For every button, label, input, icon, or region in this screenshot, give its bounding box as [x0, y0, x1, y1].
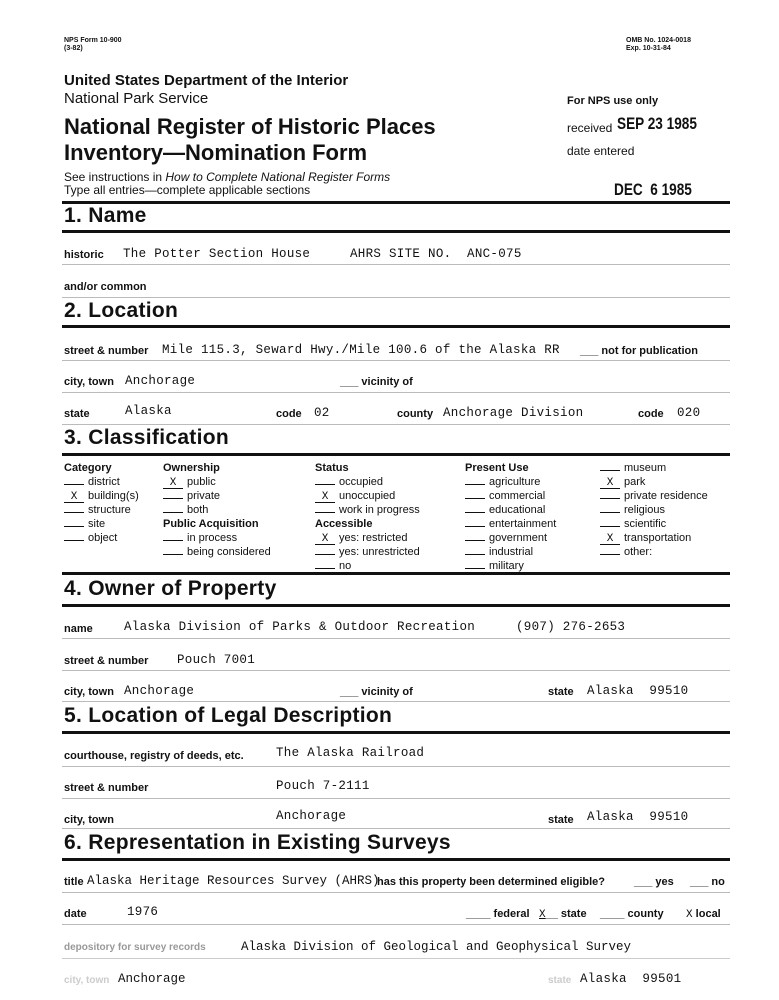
street-label: street & number	[64, 345, 149, 357]
checkbox-option[interactable]	[64, 531, 139, 545]
checkbox-mark[interactable]	[465, 540, 485, 541]
owner-name-field[interactable]: Alaska Division of Parks & Outdoor Recreation	[124, 620, 476, 634]
owner-state-field[interactable]: Alaska 99510	[587, 684, 689, 698]
checkbox-mark[interactable]	[465, 554, 485, 555]
checkbox-mark[interactable]	[600, 526, 620, 527]
checkbox-label: object	[88, 532, 118, 544]
checkbox-mark[interactable]	[315, 554, 335, 555]
checkbox-label: public	[187, 476, 216, 488]
checkbox-option[interactable]	[600, 475, 708, 489]
state-code-field[interactable]: 02	[314, 406, 330, 420]
checkbox-option[interactable]	[465, 517, 556, 531]
checkbox-mark[interactable]	[465, 484, 485, 485]
level-federal[interactable]: ____ federal	[466, 908, 530, 920]
owner-street-field[interactable]: Pouch 7001	[177, 653, 256, 667]
checkbox-label: government	[489, 532, 548, 544]
checkbox-option[interactable]	[465, 559, 556, 573]
checkbox-label: educational	[489, 504, 546, 516]
street-field[interactable]: Mile 115.3, Seward Hwy./Mile 100.6 of the Alaska RR	[162, 343, 560, 357]
checkbox-label: site	[88, 518, 106, 530]
checkbox-label: private residence	[624, 490, 708, 502]
checkbox-label: museum	[624, 462, 667, 474]
section-2-heading: 2. Location	[64, 299, 179, 322]
checkbox-label: being considered	[187, 546, 271, 558]
county-label: county	[397, 408, 434, 420]
form-number: NPS Form 10-900 (3-82)	[64, 37, 122, 52]
checkbox-label: both	[187, 504, 209, 516]
code-label: code	[276, 408, 302, 420]
ahrs-site-number: AHRS SITE NO. ANC-075	[350, 247, 522, 261]
checkbox-mark[interactable]	[315, 484, 335, 485]
owner-street-label: street & number	[64, 655, 149, 667]
checkbox-mark[interactable]	[315, 568, 335, 569]
checkbox-option[interactable]	[465, 503, 556, 517]
checkbox-label: scientific	[624, 518, 667, 530]
classification-group-heading: Present Use	[465, 462, 529, 474]
checkbox-mark[interactable]	[600, 470, 620, 471]
checkbox-mark[interactable]	[600, 554, 620, 555]
courthouse-field[interactable]: The Alaska Railroad	[276, 746, 425, 760]
omb-number: OMB No. 1024-0018 Exp. 10-31-84	[626, 37, 691, 52]
checkbox-option[interactable]	[600, 545, 708, 559]
level-county[interactable]: ____ county	[600, 908, 664, 920]
classification-group-heading: Category	[64, 462, 112, 474]
survey-date-field[interactable]: 1976	[127, 905, 159, 919]
historic-label: historic	[64, 249, 104, 261]
checkbox-label: agriculture	[489, 476, 541, 488]
classification-group-heading: Public Acquisition	[163, 518, 259, 530]
checkbox-label: yes: restricted	[339, 532, 408, 544]
survey-city-field[interactable]: Anchorage	[118, 972, 186, 986]
survey-city-label: city, town	[64, 975, 110, 986]
survey-state-label: state	[548, 975, 572, 986]
county-code-field[interactable]: 020	[677, 406, 701, 420]
checkbox-mark[interactable]: X	[600, 534, 620, 545]
classification-column	[600, 461, 708, 559]
checkbox-label: military	[489, 560, 524, 572]
section-6-heading: 6. Representation in Existing Surveys	[64, 831, 451, 854]
checkbox-option[interactable]	[315, 475, 420, 489]
vicinity: ___ vicinity of	[340, 376, 413, 388]
checkbox-mark[interactable]	[64, 540, 84, 541]
checkbox-mark[interactable]: X	[64, 492, 84, 503]
department: United States Department of the Interior	[64, 72, 349, 89]
classification-column	[163, 461, 271, 559]
classification-column	[465, 461, 556, 573]
classification-group-heading: Ownership	[163, 462, 220, 474]
instructions: See instructions in How to Complete National Register Forms	[64, 170, 391, 184]
survey-title-field[interactable]: Alaska Heritage Resources Survey (AHRS)	[87, 874, 380, 888]
section-4-heading: 4. Owner of Property	[64, 577, 277, 600]
survey-date-label: date	[64, 908, 87, 920]
checkbox-option[interactable]	[64, 503, 139, 517]
owner-name-label: name	[64, 623, 93, 635]
owner-phone-field[interactable]: (907) 276-2653	[516, 620, 626, 634]
checkbox-option[interactable]	[315, 559, 420, 573]
checkbox-mark[interactable]	[64, 484, 84, 485]
checkbox-mark[interactable]: X	[315, 492, 335, 503]
legal-city-field[interactable]: Anchorage	[276, 809, 347, 823]
checkbox-label: no	[339, 560, 352, 572]
state-label: state	[64, 408, 90, 420]
checkbox-mark[interactable]	[465, 568, 485, 569]
checkbox-option[interactable]	[465, 489, 556, 503]
classification-column	[64, 461, 139, 545]
checkbox-mark[interactable]: X	[163, 478, 183, 489]
received-label: received	[567, 121, 613, 135]
owner-vicinity: ___ vicinity of	[340, 686, 413, 698]
checkbox-option[interactable]	[163, 489, 271, 503]
checkbox-mark[interactable]	[465, 526, 485, 527]
checkbox-label: structure	[88, 504, 131, 516]
checkbox-label: unoccupied	[339, 490, 396, 502]
instructions-2: Type all entries—complete applicable sections	[64, 183, 311, 197]
checkbox-mark[interactable]: X	[600, 478, 620, 489]
checkbox-option[interactable]	[163, 503, 271, 517]
eligible-question: has this property been determined eligible?	[377, 876, 605, 888]
checkbox-option[interactable]	[163, 545, 271, 559]
checkbox-mark[interactable]: X	[315, 534, 335, 545]
eligible-yes[interactable]: ___ yes	[634, 876, 674, 888]
agency: National Park Service	[64, 90, 209, 107]
checkbox-mark[interactable]	[64, 526, 84, 527]
checkbox-mark[interactable]	[465, 498, 485, 499]
checkbox-option[interactable]	[600, 517, 708, 531]
owner-city-label: city, town	[64, 686, 114, 698]
checkbox-label: private	[187, 490, 221, 502]
checkbox-option[interactable]	[600, 503, 708, 517]
checkbox-option[interactable]	[64, 489, 139, 503]
legal-street-field[interactable]: Pouch 7-2111	[276, 779, 370, 793]
checkbox-option[interactable]	[163, 475, 271, 489]
form-subtitle: Inventory—Nomination Form	[64, 140, 368, 165]
checkbox-option[interactable]	[315, 503, 420, 517]
checkbox-mark[interactable]	[600, 498, 620, 499]
checkbox-label: entertainment	[489, 518, 557, 530]
checkbox-label: district	[88, 476, 120, 488]
classification-column	[315, 461, 420, 573]
checkbox-label: industrial	[489, 546, 534, 558]
checkbox-option[interactable]	[315, 545, 420, 559]
owner-state-label: state	[548, 686, 574, 698]
legal-state-label: state	[548, 814, 574, 826]
checkbox-label: work in progress	[339, 504, 420, 516]
checkbox-label: commercial	[489, 490, 546, 502]
depository-label: depository for survey records	[64, 942, 206, 953]
level-local[interactable]: X local	[686, 908, 721, 921]
checkbox-label: other:	[624, 546, 653, 558]
city-field[interactable]: Anchorage	[125, 374, 196, 388]
checkbox-option[interactable]	[64, 517, 139, 531]
checkbox-mark[interactable]	[163, 554, 183, 555]
checkbox-mark[interactable]	[163, 498, 183, 499]
legal-street-label: street & number	[64, 782, 149, 794]
checkbox-label: occupied	[339, 476, 384, 488]
common-name-label: and/or common	[64, 281, 147, 293]
checkbox-mark[interactable]	[465, 512, 485, 513]
checkbox-option[interactable]	[163, 531, 271, 545]
legal-state-field[interactable]: Alaska 99510	[587, 810, 689, 824]
section-5-heading: 5. Location of Legal Description	[64, 704, 393, 727]
received-stamp: SEP 23 1985	[617, 114, 697, 133]
historic-name-field[interactable]: The Potter Section House	[123, 247, 311, 261]
form-title: National Register of Historic Places	[64, 114, 436, 139]
checkbox-option[interactable]	[600, 531, 708, 545]
entered-stamp: DEC 6 1985	[614, 180, 692, 199]
city-label: city, town	[64, 376, 114, 388]
date-entered-label: date entered	[567, 144, 635, 158]
checkbox-option[interactable]	[465, 545, 556, 559]
owner-city-field[interactable]: Anchorage	[124, 684, 195, 698]
section-1-heading: 1. Name	[64, 204, 147, 227]
classification-group-heading: Accessible	[315, 518, 373, 530]
checkbox-mark[interactable]	[600, 512, 620, 513]
checkbox-option[interactable]	[465, 475, 556, 489]
nps-use-label: For NPS use only	[567, 95, 659, 107]
checkbox-label: yes: unrestricted	[339, 546, 420, 558]
checkbox-mark[interactable]	[163, 512, 183, 513]
checkbox-label: in process	[187, 532, 238, 544]
checkbox-label: religious	[624, 504, 665, 516]
checkbox-option[interactable]	[64, 475, 139, 489]
not-for-publication: ___ not for publication	[580, 345, 698, 357]
checkbox-option[interactable]	[465, 531, 556, 545]
survey-state-field[interactable]: Alaska 99501	[580, 972, 682, 986]
county-code-label: code	[638, 408, 664, 420]
checkbox-mark[interactable]	[315, 512, 335, 513]
survey-title-label: title	[64, 876, 84, 888]
checkbox-label: park	[624, 476, 646, 488]
checkbox-option[interactable]	[600, 461, 708, 475]
checkbox-option[interactable]	[315, 489, 420, 503]
checkbox-option[interactable]	[315, 531, 420, 545]
classification-group-heading: Status	[315, 462, 349, 474]
state-field[interactable]: Alaska	[125, 404, 172, 418]
eligible-no[interactable]: ___ no	[690, 876, 725, 888]
checkbox-option[interactable]	[600, 489, 708, 503]
courthouse-label: courthouse, registry of deeds, etc.	[64, 750, 244, 762]
depository-field[interactable]: Alaska Division of Geological and Geophysical Survey	[241, 940, 632, 954]
checkbox-mark[interactable]	[64, 512, 84, 513]
checkbox-mark[interactable]	[163, 540, 183, 541]
checkbox-label: transportation	[624, 532, 692, 544]
county-field[interactable]: Anchorage Division	[443, 406, 584, 420]
section-3-heading: 3. Classification	[64, 426, 229, 449]
legal-city-label: city, town	[64, 814, 114, 826]
level-state[interactable]: X__ state	[539, 908, 587, 921]
checkbox-label: building(s)	[88, 490, 139, 502]
